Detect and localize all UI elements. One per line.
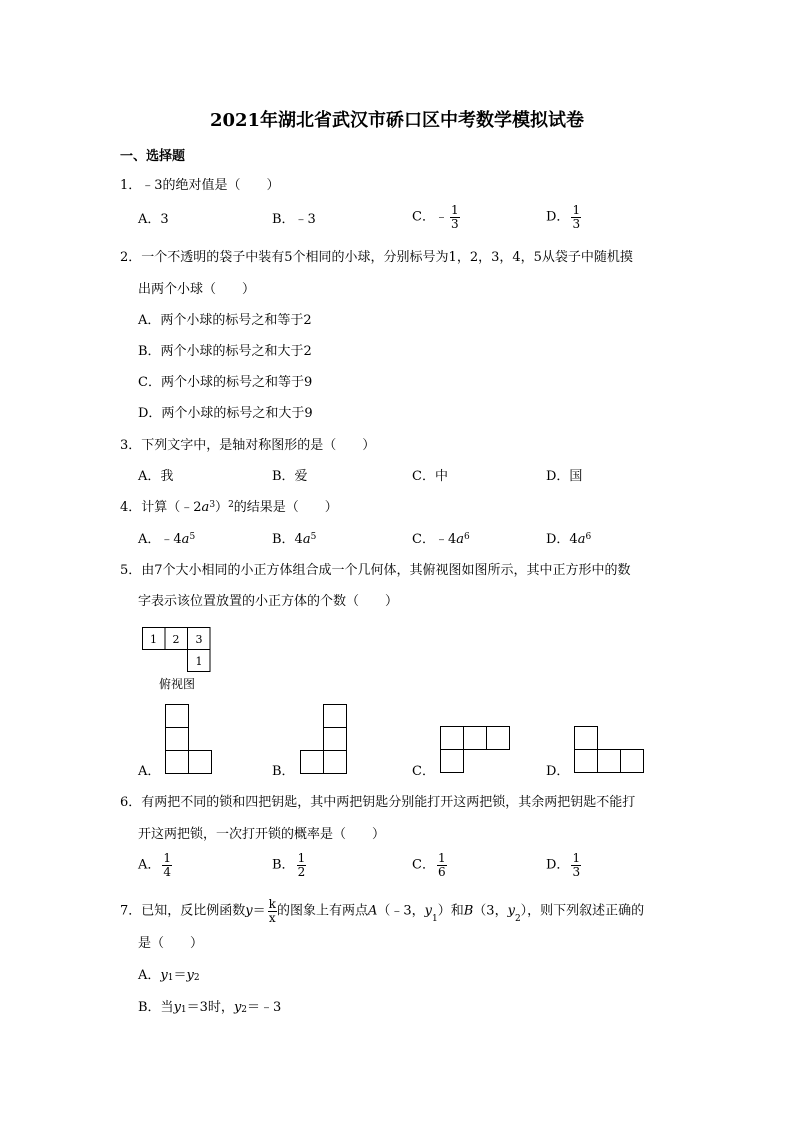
q7-fraction <box>268 898 277 925</box>
q4-option-d-var: a <box>577 532 586 547</box>
q7-stem-line2: 是（ ） <box>138 936 204 951</box>
q4-option-b <box>272 532 316 548</box>
cube-face <box>324 728 347 751</box>
q3-stem: 3．下列文字中，是轴对称图形的是（ ） <box>120 438 376 453</box>
q7-stem-line1 <box>120 898 644 925</box>
top-view-count-3: 3 <box>195 633 203 646</box>
q2-stem-line2: 出两个小球（ ） <box>138 282 256 297</box>
fraction-numerator: 1 <box>437 851 446 865</box>
q2-stem-line1: 2．一个不透明的袋子中装有5个相同的小球，分别标号为1，2，3，4，5从袋子中随机摸 <box>120 250 633 265</box>
cube-face <box>575 727 598 750</box>
q4-stem-mid: ） <box>215 500 229 515</box>
q4-option-c-var: a <box>456 532 464 547</box>
q4-exp2: 2 <box>228 500 234 510</box>
cube-face <box>166 751 189 774</box>
q7-option-b <box>138 1000 281 1016</box>
q4-option-c <box>412 532 470 548</box>
section-heading: 一、选择题 <box>120 149 186 164</box>
q6-option-b-fraction <box>297 852 307 879</box>
fraction-denominator: 3 <box>572 217 581 231</box>
q7-var-y2: y <box>507 903 515 919</box>
q4-option-c-exp: 6 <box>463 532 470 542</box>
q7-point-a-coord: （﹣3， <box>377 903 425 919</box>
q6-option-d-fraction <box>571 852 581 879</box>
fraction-numerator: k <box>268 897 276 911</box>
q1-option-c <box>412 204 460 231</box>
q4-option-d <box>546 532 591 548</box>
q2-option-a: A．两个小球的标号之和等于2 <box>138 313 312 328</box>
cube-face <box>324 751 347 774</box>
q7-point-a-close: ）和 <box>437 903 464 919</box>
q5-option-a: A． <box>138 764 161 779</box>
q7-option-a-var2: y <box>186 968 194 983</box>
cube-face <box>166 705 189 728</box>
q7-equals: ＝ <box>252 903 266 919</box>
q6-option-a <box>138 852 172 879</box>
q4-option-b-var: a <box>302 532 311 547</box>
q4-option-a-var: a <box>181 532 190 547</box>
fraction-numerator: 1 <box>572 851 581 865</box>
q2-option-c: C．两个小球的标号之和等于9 <box>138 375 313 390</box>
fraction-denominator: x <box>268 911 276 925</box>
top-view-count-2: 2 <box>172 633 180 646</box>
cube-face <box>441 750 464 773</box>
q7-option-a-sub1: 1 <box>167 973 174 983</box>
cube-face <box>189 751 212 774</box>
q5-option-b-figure <box>300 704 348 774</box>
fraction-denominator: 2 <box>297 865 306 879</box>
cube-face <box>464 727 487 750</box>
q3-option-c: C．中 <box>412 469 448 484</box>
fraction-numerator: 1 <box>572 203 581 217</box>
q4-option-d-exp: 6 <box>585 532 592 542</box>
top-view-count-1: 1 <box>150 633 157 646</box>
q6-option-a-prefix: A． <box>138 857 161 873</box>
q7-sub-2: 2 <box>514 914 521 924</box>
q1-option-d <box>546 204 581 231</box>
fraction-denominator: 3 <box>450 217 459 231</box>
q7-option-a-sub2: 2 <box>193 973 200 983</box>
q5-top-view-figure <box>142 627 212 675</box>
cube-face <box>301 751 324 774</box>
cube-face <box>324 705 347 728</box>
q1-option-a: A．3 <box>138 212 169 227</box>
q7-sub-1: 1 <box>431 914 438 924</box>
q3-option-d: D．国 <box>546 469 583 484</box>
top-view-count-4: 1 <box>195 655 203 668</box>
q4-option-d-coef: D．4 <box>546 532 578 547</box>
q7-stem-mid: 的图象上有两点 <box>276 903 368 919</box>
q7-option-b-sub1: 1 <box>180 1005 187 1015</box>
q1-option-c-prefix: C．﹣ <box>412 209 448 225</box>
q5-option-a-figure <box>165 704 213 774</box>
q7-var-y1: y <box>424 903 432 919</box>
q6-stem-line2: 开这两把锁，一次打开锁的概率是（ ） <box>138 827 386 842</box>
q6-option-c-fraction <box>437 852 447 879</box>
q6-option-d <box>546 852 581 879</box>
cube-face <box>575 750 598 773</box>
q6-option-b <box>272 852 306 879</box>
q7-point-b: B <box>463 903 474 919</box>
q5-stem-line1: 5．由7个大小相同的小正方体组合成一个几何体，其俯视图如图所示，其中正方形中的数 <box>120 563 631 578</box>
q6-option-a-fraction <box>162 852 172 879</box>
q6-option-c-prefix: C． <box>412 857 435 873</box>
q1-option-d-fraction <box>571 204 581 231</box>
q5-option-b: B． <box>272 764 295 779</box>
q4-var: a <box>201 500 210 515</box>
q4-option-a-coef: A．﹣4 <box>138 532 182 547</box>
q5-stem-line2: 字表示该位置放置的小正方体的个数（ ） <box>138 594 399 609</box>
fraction-numerator: 1 <box>163 851 172 865</box>
q4-stem-pre: 4．计算（﹣2 <box>120 500 202 515</box>
q7-option-b-var1: y <box>173 1000 181 1015</box>
cube-face <box>621 750 644 773</box>
q7-option-a-prefix: A． <box>138 968 161 983</box>
fraction-numerator: 1 <box>297 851 306 865</box>
q1-option-c-fraction <box>450 204 460 231</box>
q4-option-b-exp: 5 <box>310 532 317 542</box>
q7-option-b-prefix: B．当 <box>138 1000 174 1015</box>
q4-option-a <box>138 532 195 548</box>
q7-option-b-sub2: 2 <box>241 1005 248 1015</box>
q7-option-a-var1: y <box>160 968 168 983</box>
q4-option-b-coef: B．4 <box>272 532 303 547</box>
q7-option-a <box>138 968 200 984</box>
fraction-denominator: 6 <box>437 865 446 879</box>
q4-exp: 3 <box>209 500 216 510</box>
q1-option-d-prefix: D． <box>546 209 570 225</box>
cube-face <box>487 727 510 750</box>
q7-option-b-var2: y <box>233 1000 242 1015</box>
cube-face <box>166 728 189 751</box>
q2-option-b: B．两个小球的标号之和大于2 <box>138 344 312 359</box>
fraction-numerator: 1 <box>450 203 459 217</box>
q7-point-b-coord: （3， <box>473 903 508 919</box>
q5-option-c-figure <box>440 726 510 774</box>
q5-option-d-figure <box>574 726 644 774</box>
q4-option-a-exp: 5 <box>189 532 196 542</box>
q7-stem-pre: 7．已知，反比例函数 <box>120 903 246 919</box>
q6-option-c <box>412 852 447 879</box>
fraction-denominator: 4 <box>163 865 172 879</box>
q7-stem-post: ），则下列叙述正确的 <box>520 903 645 919</box>
top-view-caption: 俯视图 <box>159 677 196 691</box>
q3-option-b: B．爱 <box>272 469 308 484</box>
q6-option-b-prefix: B． <box>272 857 295 873</box>
q1-option-b: B．﹣3 <box>272 212 316 227</box>
q5-option-d: D． <box>546 764 570 779</box>
page-title: 2021年湖北省武汉市硚口区中考数学模拟试卷 <box>209 110 585 131</box>
q7-option-b-post: ＝﹣3 <box>247 1000 282 1015</box>
q7-option-b-mid: ＝3时， <box>186 1000 234 1015</box>
q7-option-a-equals: ＝ <box>173 968 187 983</box>
q6-stem-line1: 6．有两把不同的锁和四把钥匙，其中两把钥匙分别能打开这两把锁，其余两把钥匙不能打 <box>120 795 636 810</box>
fraction-denominator: 3 <box>572 865 581 879</box>
q4-stem-post: 的结果是（ ） <box>233 500 338 515</box>
q7-var-y: y <box>245 903 253 919</box>
q6-option-d-prefix: D． <box>546 857 570 873</box>
q2-option-d: D．两个小球的标号之和大于9 <box>138 406 313 421</box>
q4-option-c-coef: C．﹣4 <box>412 532 457 547</box>
cube-face <box>441 727 464 750</box>
q1-stem: 1．﹣3的绝对值是（ ） <box>120 178 280 193</box>
cube-face <box>598 750 621 773</box>
q5-option-c: C． <box>412 764 435 779</box>
q7-point-a: A <box>367 903 378 919</box>
q3-option-a: A．我 <box>138 469 174 484</box>
q4-stem <box>120 500 338 516</box>
